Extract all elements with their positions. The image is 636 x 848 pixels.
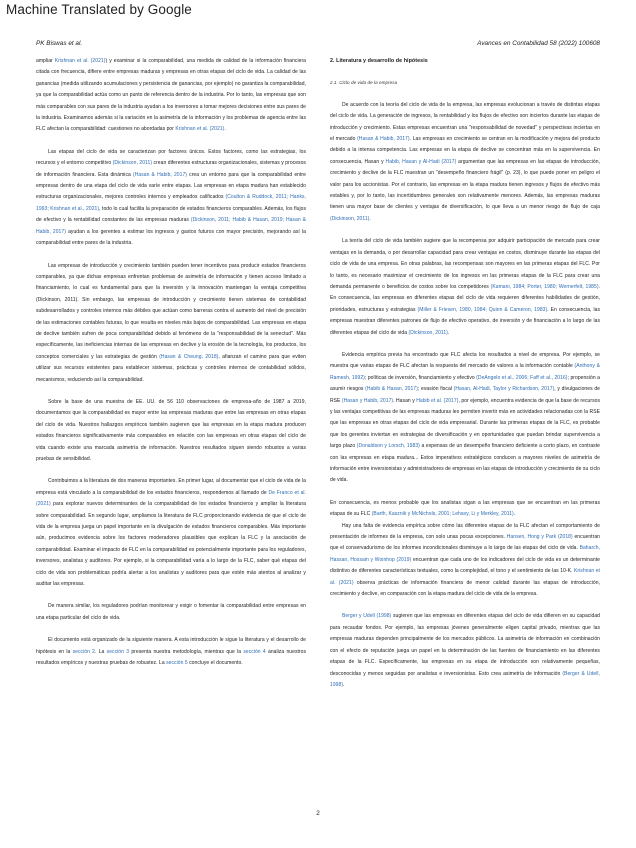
citation-link[interactable]: (Habib & Hasan, 2017) xyxy=(365,386,418,393)
citation-link[interactable]: (Hasan y Habib, 2017) xyxy=(341,397,394,404)
page-number: 2 xyxy=(316,810,320,817)
paragraph: El documento está organizado de la siguiente manera. A esta introducción le sigue la literatura y el desarrollo de hipótesis en la sección 2. La sección 3 presenta nuestra metodología, mientras que la sección 4 analiza nuestros resultados empíricos y nuestras pruebas de robustez. La sección 5 concluye el documento. xyxy=(36,637,307,667)
citation-link[interactable]: sección 2 xyxy=(72,648,96,655)
paragraph: La teoría del ciclo de vida también sugiere que la recompensa por adquirir participación de mercado para crear ventajas en la demanda, o por desarrollar capacidad para crear ventajas en costos, disminuye durante las etapas del ciclo de vida de una empresa. En otras palabras, las recompensas son mayores en las primeras etapas del FLC. Por lo tanto, es necesario maximizar el crecimiento de los ingresos en las primeras etapas de la FLC para crear una demanda permanente o beneficios de costos sobre los competidores (Kamani, 1984; Porter, 1980; Wernerfelt, 1985). En consecuencia, las empresas en diferentes etapas del ciclo de vida requieren diferentes habilidades de gestión, prioridades, estructuras y estrategias (Miller & Friesen, 1980, 1984; Quinn & Cameron, 1983). En consecuencia, las empresas muestran diferentes patrones de flujo de efectivo operativo, de inversión y de financiación a lo largo de las diferentes etapas del ciclo de vida (Dickinson, 2011). xyxy=(330,238,601,336)
paragraph: De acuerdo con la teoría del ciclo de vida de la empresa, las empresas evolucionan a través de distintas etapas del ciclo de vida. La generación de ingresos, la rentabilidad y los flujos de efectivo son inciertos durante las etapas de introducción y crecimiento. Estas empresas encuentran una "responsabilidad de novedad" y perspectivas inciertas en el mercado (Hasan & Habib, 2017). Las empresas en crecimiento se centran en la modificación y mejora del producto debido a la intensa competencia. Las empresas en la etapa de declive se concentran más en la supervivencia. En consecuencia, Hasan y Habib, Hasan y Al-Hadi (2017) argumentan que las empresas en las etapas de introducción, crecimiento y declive de la FLC muestran un "desempeño financiero frágil" (p. 23), lo que puede poner en peligro el valor para los accionistas. Por el contrario, las empresas en la etapa madura tienen ingresos y flujos de efectivo más estables y, por lo tanto, las incertidumbres generales son relativamente menores. Además, las empresas maduras tienen una mayor base de clientes y ventajas de diversificación, lo que lleva a un menor riesgo de flujo de caja (Dickinson, 2011). xyxy=(330,101,601,222)
citation-link[interactable]: Berger y Udell (1998) xyxy=(342,613,392,620)
paragraph: Las empresas de introducción y crecimiento también pueden tener incentivos para producir estados financieros comparables, ya que dichas empresas enfrentan problemas de asimetría de información y tienen acceso limitado a financiamiento, lo cual es fundamental para que la inversión y la innovación mantengan la ventaja competitiva (Dickinson, 2011). Sin embargo, las empresas de introducción y crecimiento tienen sistemas de contabilidad subdesarrollados y controles internos más débiles que actúan como barreras contra el aumento del nivel de precisión de las estimaciones contables futuras, lo que resulta en niveles más bajos de comparabilidad. Las empresas en etapa de declive también sufren de poca comparabilidad debido al fenómeno de la "responsabilidad de la senectud". Más específicamente, las ineficiencias internas de las empresas en declive y la erosión de la tecnología, los productos, los conceptos comerciales y las estrategias de gestión (Hasan & Cheung, 2018), afianzan el camino para que eviten utilizar sus recursos existentes para establecer sistemas, prácticas y controles internos de contabilidad sólidos, mecanismos, reduciendo así la comparabilidad. xyxy=(36,262,307,383)
citation-link[interactable]: (Barth, Kasznik y McNichols, 2001; Lehavy, Li y Merkley, 2011) xyxy=(371,511,514,518)
citation-link[interactable]: (DeAngelo et al., 2006; Faff et al., 2016) xyxy=(476,374,568,381)
citation-link[interactable]: Krishnan et al. (2021) xyxy=(54,58,106,64)
citation-link[interactable]: Habib, Hasan y Al-Hadi (2017) xyxy=(385,158,457,165)
citation-link[interactable]: (Anthony & Ramesh, 1992) xyxy=(330,363,600,381)
running-header-journal: Avances en Contabilidad 58 (2022) 100608 xyxy=(477,40,600,47)
citation-link[interactable]: sección 5 xyxy=(166,660,188,667)
citation-link[interactable]: Krishnan et al. (2021) xyxy=(175,126,225,133)
citation-link[interactable]: (Dickinson, 2011) xyxy=(330,215,370,222)
citation-link[interactable]: (Hasan & Habib, 2017) xyxy=(133,171,188,178)
paragraph: De manera similar, los reguladores podrían monitorear y exigir o fomentar la comparabilidad entre empresas en una etapa particular del ciclo de vida. xyxy=(36,603,306,621)
citation-link[interactable]: De Franco et al. (2021) xyxy=(36,489,307,508)
citation-link[interactable]: Habib et al. (2017) xyxy=(416,397,459,404)
citation-link[interactable]: sección 4 xyxy=(243,648,266,655)
paragraph: Evidencia empírica previa ha encontrado que FLC afecta los resultados a nivel de empresa. Por ejemplo, se muestra que varias etapas de FLC afectan la respuesta del mercado de valores a la información contable (Anthony & Ramesh, 1992); políticas de inversión, financiamiento y efectivo (DeAngelo et al., 2006; Faff et al., 2016); propensión a asumir riesgos (Habib & Hasan, 2017); evasión fiscal (Hasan, Al-Hadi, Taylor y Richardson, 2017), y divulgaciones de RSE (Hasan y Habib, 2017). Hasan y Habib et al. (2017), por ejemplo, encuentra evidencia de que la base de recursos y las ventajas competitivas de las empresas maduras les permiten invertir más en actividades relacionadas con la RSE que las empresas en otras etapas del ciclo de vida empresarial. Durante las primeras etapas de la FLC, es probable que los gerentes inviertan en estrategias de diversificación y en oportunidades que puedan brindar supervivencia a largo plazo (Donaldson y Lorsch, 1983) a expensas de un desempeño financiero deficiente a corto plazo, en contraste con las empresas en etapa madura... Estos imperativos estratégicos conducen a mayores niveles de asimetría de información entre inversionistas y administradores de empresas en las etapas de introducción y crecimiento de su ciclo de vida. xyxy=(330,351,601,484)
paragraph: Contribuimos a la literatura de dos maneras importantes. En primer lugar, al documentar que el ciclo de vida de la empresa está vinculado a la comparabilidad de los estados financieros, respondemos al llamado de De Franco et al. (2021) para explorar nuevos determinantes de la comparabilidad de los estados financieros y ampliar la literatura sobre comparabilidad. En segundo lugar, ampliamos la literatura de FLC proporcionando evidencia de que el ciclo de vida de la empresa juega un papel importante en la divulgación de estados financieros comparables. Más importante aún, producimos evidencia sobre los factores moderadores plausibles que explican la FLC y la asociación de comparabilidad. Examinar el impacto de FLC en la comparabilidad es potencialmente importante para los reguladores, inversores, analistas y auditores. Por ejemplo, si la comparabilidad varía a lo largo de la FLC, saber qué etapas del ciclo de vida son problemáticas podría alertar a los analistas y auditores para que estén más atentos al analizar y auditar las empresas. xyxy=(36,478,307,588)
citation-link[interactable]: Hansen, Hong y Park (2018) xyxy=(506,534,573,541)
citation-link[interactable]: (Hasan & Cheung, 2018) xyxy=(159,353,219,360)
paragraph: Hay una falta de evidencia empírica sobre cómo las diferentes etapas de la FLC afectan el comportamiento de presentación de informes de la empresa, con solo unas pocas excepciones. Hansen, Hong y Park (2018) encuentran que el conservadurismo de los informes incondicionales disminuye a lo largo de las etapas del ciclo de vida. Baharch, Hassan, Hossain y Woinhop (2019) encuentran que cada uno de los indicadores del ciclo de vida es un determinante distintivo de diferentes características textuales, como la complejidad, el tono y el sentimiento de las 10-K. Krishnan et al. (2021) observa prácticas de información financiera de menor calidad durante las etapas de introducción, crecimiento y declive, en comparación con la etapa madura del ciclo de vida de la empresa. xyxy=(330,522,600,598)
citation-link[interactable]: (Hasan, Al-Hadi, Taylor y Richardson, 2017) xyxy=(453,386,555,393)
running-header-authors: PK Biswas et al. xyxy=(36,40,83,47)
citation-link[interactable]: (Donaldson y Lorsch, 1983) xyxy=(356,443,420,450)
section-title: 2. Literatura y desarrollo de hipótesis xyxy=(330,58,428,64)
citation-link[interactable]: (Miller & Friesen, 1980, 1984; Quinn & Cameron, 1983) xyxy=(417,306,548,313)
paragraph: ampliar Krishnan et al. (2021)) y examinar si la comparabilidad, una medida de calidad de la información financiera citada con frecuencia, difiere entre empresas maduras y empresas en otras etapas del ciclo de vida. La calidad de las ganancias (medida utilizando acumulaciones y persistencia de ganancias, por ejemplo) no garantiza la comparabilidad, ya que la comparabilidad actúa como un punto de referencia dentro de la industria. Por lo tanto, las empresas que son más comparables con sus pares de la industria ayudan a los inversores a tomar mejores decisiones entre sus pares de la industria. Examinamos además si la variación en la asimetría de la información y los problemas de agencia entre las FLC afectan la comparabilidad: cuestiones no abordadas por Krishnan et al. (2021). xyxy=(36,58,307,133)
citation-link[interactable]: (Dickinson, 2011) xyxy=(408,329,448,336)
citation-link[interactable]: (Dickinson, 2011) xyxy=(112,160,153,167)
citation-link[interactable]: (Kamani, 1984; Porter, 1980; Wernerfelt, 1985) xyxy=(490,283,599,290)
citation-link[interactable]: Baharch, Hassan, Hossain y Woinhop (2019) xyxy=(330,545,600,563)
citation-link[interactable]: (Berger & Udell, 1998) xyxy=(330,670,600,688)
citation-link[interactable]: Krishnan et al. (2021) xyxy=(330,568,600,586)
right-column xyxy=(330,56,600,691)
machine-translated-banner: Machine Translated by Google xyxy=(6,2,192,17)
paragraph: Sobre la base de una muestra de EE. UU. de 56 110 observaciones de empresa-año de 1987 a 2019, documentamos que la comparabilidad es mayor entre las empresas maduras que entre las empresas en otras etapas del ciclo de vida. Nuestros hallazgos empíricos también sugieren que las empresas en la etapa madura producen estados financieros significativamente más comparables en relación con las empresas en otras etapas del ciclo de vida cuando existe una marcada asimetría de información. Nuestros resultados siguen siendo robustos a varias pruebas de sensibilidad. xyxy=(36,398,306,462)
citation-link[interactable]: (Hasan & Habib, 2017) xyxy=(357,136,410,143)
citation-link[interactable]: sección 3 xyxy=(106,648,130,655)
citation-link[interactable]: (Dickinson, 2011; Habib & Hasan, 2019; Hasan & Habib, 2017) xyxy=(36,217,306,235)
left-column xyxy=(36,56,306,670)
paragraph: En consecuencia, es menos probable que los analistas sigan a las empresas que se encuentran en las primeras etapas de su FLC (Barth, Kasznik y McNichols, 2001; Lehavy, Li y Merkley, 2011). xyxy=(330,499,600,518)
paragraph: Berger y Udell (1998) sugieren que las empresas en diferentes etapas del ciclo de vida difieren en su capacidad para recaudar fondos. Por ejemplo, las empresas jóvenes generalmente eligen capital privado, mientras que las empresas maduras dependen principalmente de los mercados públicos. La asimetría de información en combinación con el efecto de reputación juega un papel en la determinación de las fuentes de financiamiento en las diferentes etapas de la FLC. Específicamente, las empresas en su etapa de introducción son relativamente pequeñas, desconocidas y menos seguidas por analistas e inversionistas. Esto crea asimetría de información (Berger & Udell, 1998). xyxy=(330,613,600,688)
paragraph: Las etapas del ciclo de vida se caracterizan por factores únicos. Estos factores, como las estrategias, los recursos y el entorno competitivo (Dickinson, 2011) crean diferentes estructuras organizacionales, sistemas y procesos de información financiera. Esta dinámica (Hasan & Habib, 2017) crea un entorno para que la comparabilidad entre empresas dentro de una etapa del ciclo de vida varíe entre etapas. Las empresas en etapa madura han establecido estructuras organizacionales, mejores controles internos y empleados calificados (Coulton & Ruddock, 2011; Hanks, 1993; Krishnan et al., 2021), todo lo cual facilita la preparación de estados financieros comparables. Además, los flujos de efectivo y la rentabilidad constantes de las empresas maduras (Dickinson, 2011; Habib & Hasan, 2019; Hasan & Habib, 2017) ayudan a los gerentes a estimar los ingresos y gastos futuros con mayor precisión, mejorando así la comparabilidad entre pares de la industria. xyxy=(36,148,306,247)
subsection-title: 2.1. Ciclo de vida de la empresa xyxy=(330,80,398,86)
citation-link[interactable]: (Coulton & Ruddock, 2011; Hanks, 1993; Krishnan et al., 2021) xyxy=(36,194,306,212)
